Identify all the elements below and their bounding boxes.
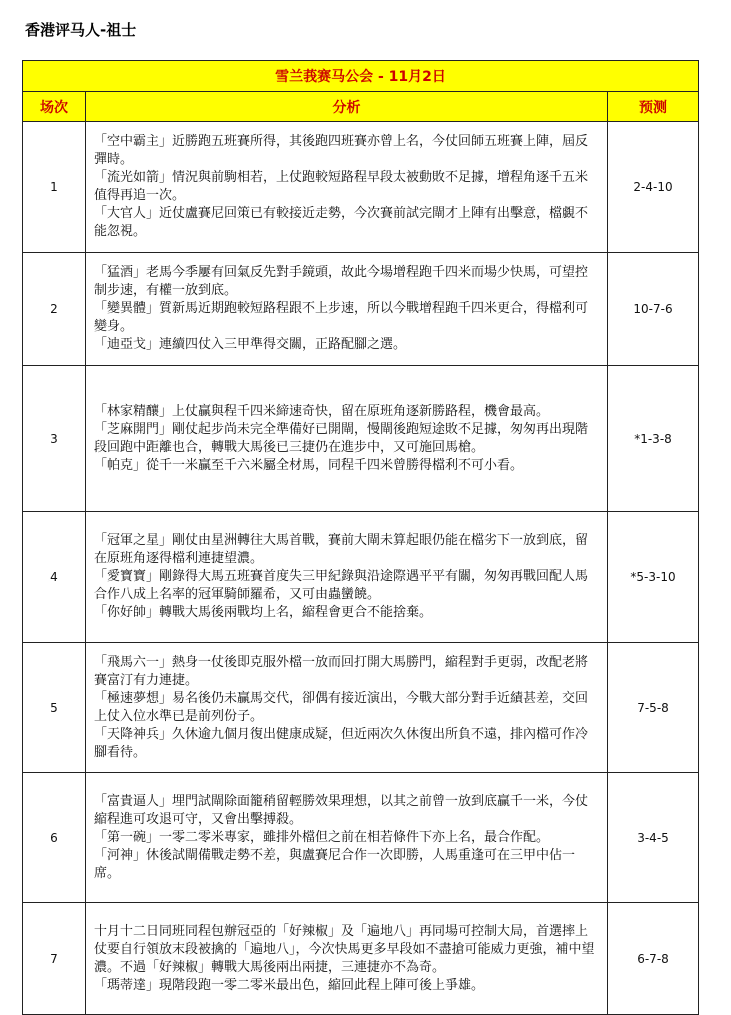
race-number: 5 (23, 643, 86, 773)
analysis-paragraph: 「流光如箭」情況與前駒相若，上仗跑較短路程早段太被動敗不足據，增程角逐千五米值得再追一次。 (94, 170, 589, 203)
race-analysis-table (22, 60, 699, 1015)
analysis-cell (86, 253, 608, 366)
race-number: 6 (23, 773, 86, 903)
analysis-cell (86, 903, 608, 1015)
prediction: 10-7-6 (608, 253, 699, 366)
analysis-paragraph: 「瑪蒂達」現階段跑一零二零米最出色，縮回此程上陣可後上爭雄。 (94, 977, 485, 993)
analysis-cell (86, 122, 608, 253)
analysis-cell (86, 366, 608, 512)
race-number: 1 (23, 122, 86, 253)
table-row (23, 903, 699, 1015)
prediction: 6-7-8 (608, 903, 699, 1015)
table-row (23, 773, 699, 903)
analysis-cell (86, 643, 608, 773)
analysis-paragraph: 「空中霸主」近勝跑五班賽所得，其後跑四班賽亦曾上名，今仗回師五班賽上陣，屆反彈時。 (94, 134, 589, 167)
page-heading: 香港评马人-祖士 (25, 21, 137, 39)
prediction: 2-4-10 (608, 122, 699, 253)
header-race: 场次 (23, 92, 86, 122)
analysis-paragraph: 「帕克」從千一米贏至千六米屬全材馬，同程千四米曾勝得檔利不可小看。 (94, 457, 524, 473)
table-row (23, 512, 699, 643)
analysis-paragraph: 「你好帥」轉戰大馬後兩戰均上名，縮程會更合不能捨棄。 (94, 605, 433, 620)
prediction: 7-5-8 (608, 643, 699, 773)
analysis-cell (86, 773, 608, 903)
race-number: 4 (23, 512, 86, 643)
header-prediction: 预测 (608, 92, 699, 122)
analysis-paragraph: 十月十二日同班同程包辦冠亞的「好辣椒」及「遍地八」再同場可控制大局，首選摔上仗要自行領放末段被擒的「遍地八」，今次快馬更多早段如不盡搶可能威力更強，補中望濃。不過「好辣椒」轉戰大馬後兩出兩捷，三連捷亦不為奇。 (94, 923, 595, 975)
analysis-paragraph: 「冠軍之星」剛仗由星洲轉往大馬首戰，賽前大閘未算起眼仍能在檔劣下一放到底，留在原班角逐得檔利連捷望濃。 (94, 533, 589, 566)
analysis-paragraph: 「愛寶寶」剛錄得大馬五班賽首度失三甲紀錄與沿途際遇平平有關，匆匆再戰回配人馬合作八成上名率的冠軍騎師羅希，又可由蟲蠻饒。 (94, 569, 589, 602)
analysis-paragraph: 「第一碗」一零二零米專家，雖排外檔但之前在相若條件下亦上名，最合作配。 (94, 829, 550, 845)
analysis-cell (86, 512, 608, 643)
analysis-paragraph: 「變異體」質新馬近期跑較短路程跟不上步速，所以今戰增程跑千四米更合，得檔利可變身。 (94, 301, 589, 334)
analysis-paragraph: 「飛馬六一」熱身一仗後即克服外檔一放而回打開大馬勝門，縮程對手更弱，改配老將賽富汀有力連捷。 (94, 654, 589, 688)
prediction: *5-3-10 (608, 512, 699, 643)
header-analysis: 分析 (86, 92, 608, 122)
analysis-paragraph: 「猛酒」老馬今季屢有回氣反先對手鏡頭，故此今場增程跑千四米而場少快馬，可望控制步速，有權一放到底。 (94, 265, 589, 298)
race-number: 3 (23, 366, 86, 512)
analysis-paragraph: 「河神」休後試閘備戰走勢不差，與盧賽尼合作一次即勝，人馬重逢可在三甲中佔一席。 (94, 847, 576, 881)
prediction: *1-3-8 (608, 366, 699, 512)
analysis-paragraph: 「大官人」近仗盧賽尼回策已有較接近走勢，今次賽前試完閘才上陣有出擊意，檔覷不能忽視。 (94, 206, 589, 239)
race-number: 2 (23, 253, 86, 366)
analysis-paragraph: 「迪亞戈」連續四仗入三甲準得交關，正路配腳之選。 (94, 337, 407, 352)
analysis-paragraph: 「極速夢想」易名後仍未贏馬交代，卻偶有接近演出，今戰大部分對手近績甚差，交回上仗入位水準已是前列份子。 (94, 690, 589, 724)
analysis-paragraph: 「富貴逼人」埋門試閘除面籠稍留輕勝效果理想，以其之前曾一放到底贏千一米，今仗縮程進可攻退可守，又會出擊搏殺。 (94, 793, 589, 827)
table-title-row (23, 61, 699, 92)
table-row (23, 122, 699, 253)
race-number: 7 (23, 903, 86, 1015)
analysis-paragraph: 「林家精釀」上仗贏與程千四米締速奇快，留在原班角逐新勝路程，機會最高。 (94, 403, 550, 419)
table-header-row (23, 92, 699, 122)
table-title: 雪兰莪赛马公会 - 11月2日 (23, 61, 699, 92)
prediction: 3-4-5 (608, 773, 699, 903)
table-row (23, 366, 699, 512)
table-row (23, 253, 699, 366)
analysis-paragraph: 「天降神兵」久休逾九個月復出健康成疑，但近兩次久休復出所負不遠，排內檔可作冷腳看待。 (94, 726, 589, 760)
table-row (23, 643, 699, 773)
analysis-paragraph: 「芝麻開門」剛仗起步尚未完全準備好已開閘，慢閘後跑短途敗不足據，匆匆再出現階段回跑中距離也合，轉戰大馬後已三捷仍在進步中，又可施回馬槍。 (94, 421, 589, 455)
